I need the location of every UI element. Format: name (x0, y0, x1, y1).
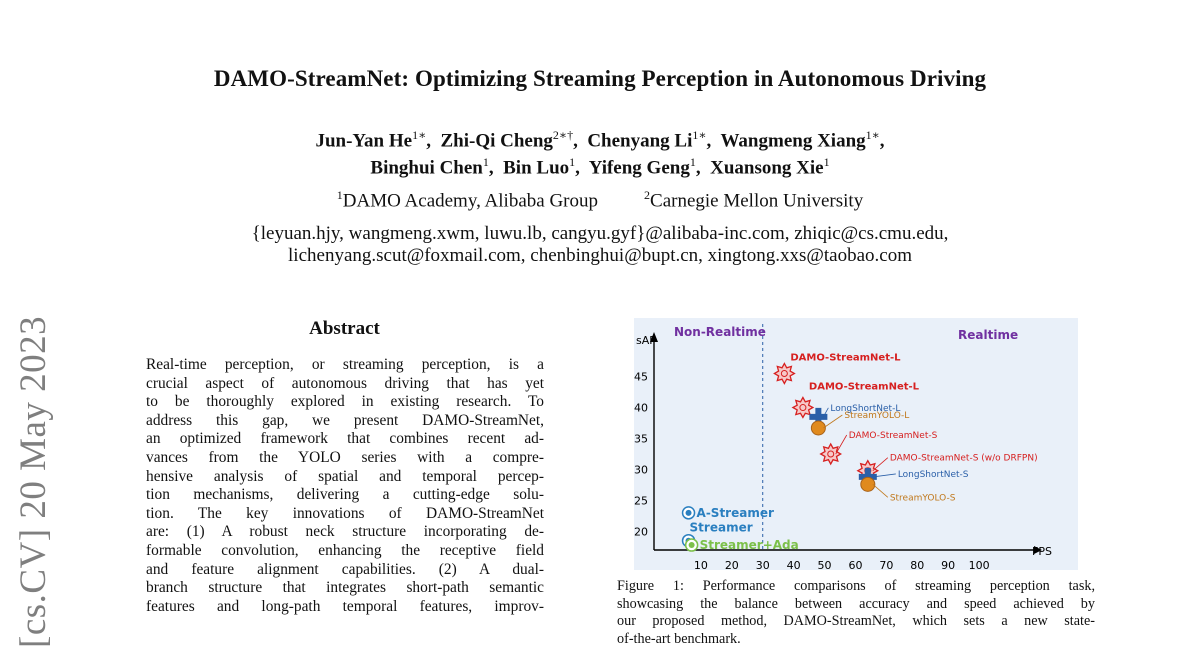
author-sup: 1∗ (692, 128, 707, 142)
author-sup: 1∗ (412, 128, 427, 142)
caption-line: Figure 1: Performance comparisons of streaming perception task, (617, 578, 1095, 594)
email-line-1: {leyuan.hjy, wangmeng.xwm, luwu.lb, cangyu.gyf}@alibaba-inc.com, zhiqic@cs.cmu.edu, (251, 223, 949, 244)
point-streamer-dot (686, 510, 692, 516)
y-tick-label: 25 (634, 494, 648, 508)
x-tick-label: 80 (910, 559, 925, 570)
affiliations (0, 188, 1200, 212)
caption-line: showcasing the balance between accuracy and speed achieved by (617, 595, 1095, 612)
figure-1 (634, 318, 1078, 570)
y-tick-label: 45 (634, 370, 648, 384)
point-label: LongShortNet-S (897, 469, 969, 480)
point-label: LongShortNet-L (830, 403, 901, 414)
point-damo-streamnet (774, 364, 794, 384)
abstract-line: hensive analysis of spatial and temporal percep- (146, 467, 544, 485)
abstract-line: features and long-path temporal features, improv- (146, 597, 544, 615)
point-label: DAMO-StreamNet-L (808, 381, 920, 393)
author: Yifeng Geng (588, 157, 690, 179)
point-label: A-Streamer (696, 505, 774, 520)
point-label: StreamYOLO-L (844, 410, 910, 421)
author: Zhi-Qi Cheng (440, 130, 553, 152)
point-label: DAMO-StreamNet-S (848, 431, 938, 441)
x-tick-label: 40 (786, 559, 801, 570)
author-sup: 2∗† (552, 128, 574, 142)
affil-sup: 1 (336, 188, 343, 202)
arxiv-stamp: [cs.CV] 20 May 2023 (13, 315, 54, 648)
y-tick-label: 30 (634, 463, 648, 477)
y-tick-label: 40 (634, 401, 648, 415)
author-sup: 1∗ (865, 128, 880, 142)
author: Xuansong Xie (710, 157, 824, 179)
abstract-line: to be thoroughly explored in existing research. To (146, 393, 544, 411)
author-sup: 1 (689, 155, 696, 169)
point-label: DAMO-StreamNet-S (w/o DRFPN) (889, 453, 1038, 464)
abstract-line: crucial aspect of autonomous driving that has yet (146, 374, 544, 392)
abstract-line: tion. The key innovations of DAMO-StreamNet (146, 504, 544, 522)
abstract-line: branch structure that integrates short-path semantic (146, 579, 544, 597)
point-label: StreamYOLO-S (889, 493, 956, 504)
y-tick-label: 35 (634, 432, 648, 446)
x-tick-label: 100 (968, 559, 990, 570)
point-label: Streamer+Ada (699, 538, 799, 553)
abstract-line: and feature alignment capabilities. (2) A dual- (146, 560, 544, 578)
abstract-line: tion mechanisms, delivering a cutting-edge solu- (146, 486, 544, 504)
abstract-heading: Abstract (309, 318, 380, 339)
scatter-chart (634, 318, 1078, 570)
author-sup: 1 (482, 155, 489, 169)
y-tick-label: 20 (634, 525, 648, 539)
author: Wangmeng Xiang (720, 130, 866, 152)
caption-line: our proposed method, DAMO-StreamNet, which sets a new state- (617, 613, 1095, 629)
email-line-2: lichenyang.scut@foxmail.com, chenbinghui@bupt.cn, xingtong.xxs@taobao.com (288, 245, 912, 266)
region-label-realtime: Realtime (958, 328, 1019, 342)
author: Binghui Chen (370, 157, 483, 179)
author-sup: 1 (569, 155, 576, 169)
author-line-1: Jun-Yan $He^{1∗}$, Zhi-Qi Cheng$^{2∗\dagger}$, Chenyang $Li^{1∗}$, Wangmeng Xiang$^{1∗}$, (315, 128, 885, 152)
x-tick-label: 70 (879, 559, 894, 570)
abstract-line: an optimized framework that combines recent ad- (146, 430, 544, 448)
region-label-non-realtime: Non-Realtime (674, 325, 766, 339)
abstract-body (146, 356, 544, 616)
figure-caption (617, 578, 1095, 648)
abstract-line: vances from the YOLO series with a compre- (146, 448, 544, 466)
affiliation: Carnegie Mellon University (650, 190, 864, 212)
point-streamer-ada-dot (689, 542, 695, 548)
author-sup: 1 (823, 155, 830, 169)
x-tick-label: 20 (724, 559, 739, 570)
author: Chenyang Li (587, 130, 693, 152)
x-tick-label: 10 (693, 559, 708, 570)
y-axis-label: sAP (636, 334, 656, 347)
author: Jun-Yan He (315, 130, 413, 152)
affil-sup: 2 (644, 188, 651, 202)
abstract-line: are: (1) A robust neck structure incorporating de- (146, 523, 544, 541)
x-axis-label: FPS (1032, 545, 1052, 558)
author-line-2: Binghui Chen$^1$, Bin Luo$^1$, Yifeng Geng$^1$, Xuansong Xie$^1$ (370, 155, 830, 179)
abstract-line: address this gap, we present DAMO-StreamNet, (146, 411, 544, 429)
paper-title: DAMO-StreamNet: Optimizing Streaming Perception in Autonomous Driving (213, 66, 987, 91)
abstract-line: formable convolution, enhancing the receptive field (146, 541, 544, 559)
abstract-line: Real-time perception, or streaming perception, is a (146, 356, 544, 373)
point-streamyolo (811, 421, 825, 435)
point-streamyolo (861, 477, 875, 491)
affiliation: DAMO Academy, Alibaba Group (342, 190, 599, 212)
x-tick-label: 60 (848, 559, 863, 570)
x-tick-label: 30 (755, 559, 770, 570)
point-damo-streamnet (821, 444, 841, 464)
x-tick-label: 90 (941, 559, 956, 570)
caption-line: of-the-art benchmark. (617, 630, 741, 647)
point-label: Streamer (689, 520, 753, 535)
x-tick-label: 50 (817, 559, 832, 570)
point-label: DAMO-StreamNet-L (790, 352, 901, 364)
author: Bin Luo (503, 157, 570, 179)
